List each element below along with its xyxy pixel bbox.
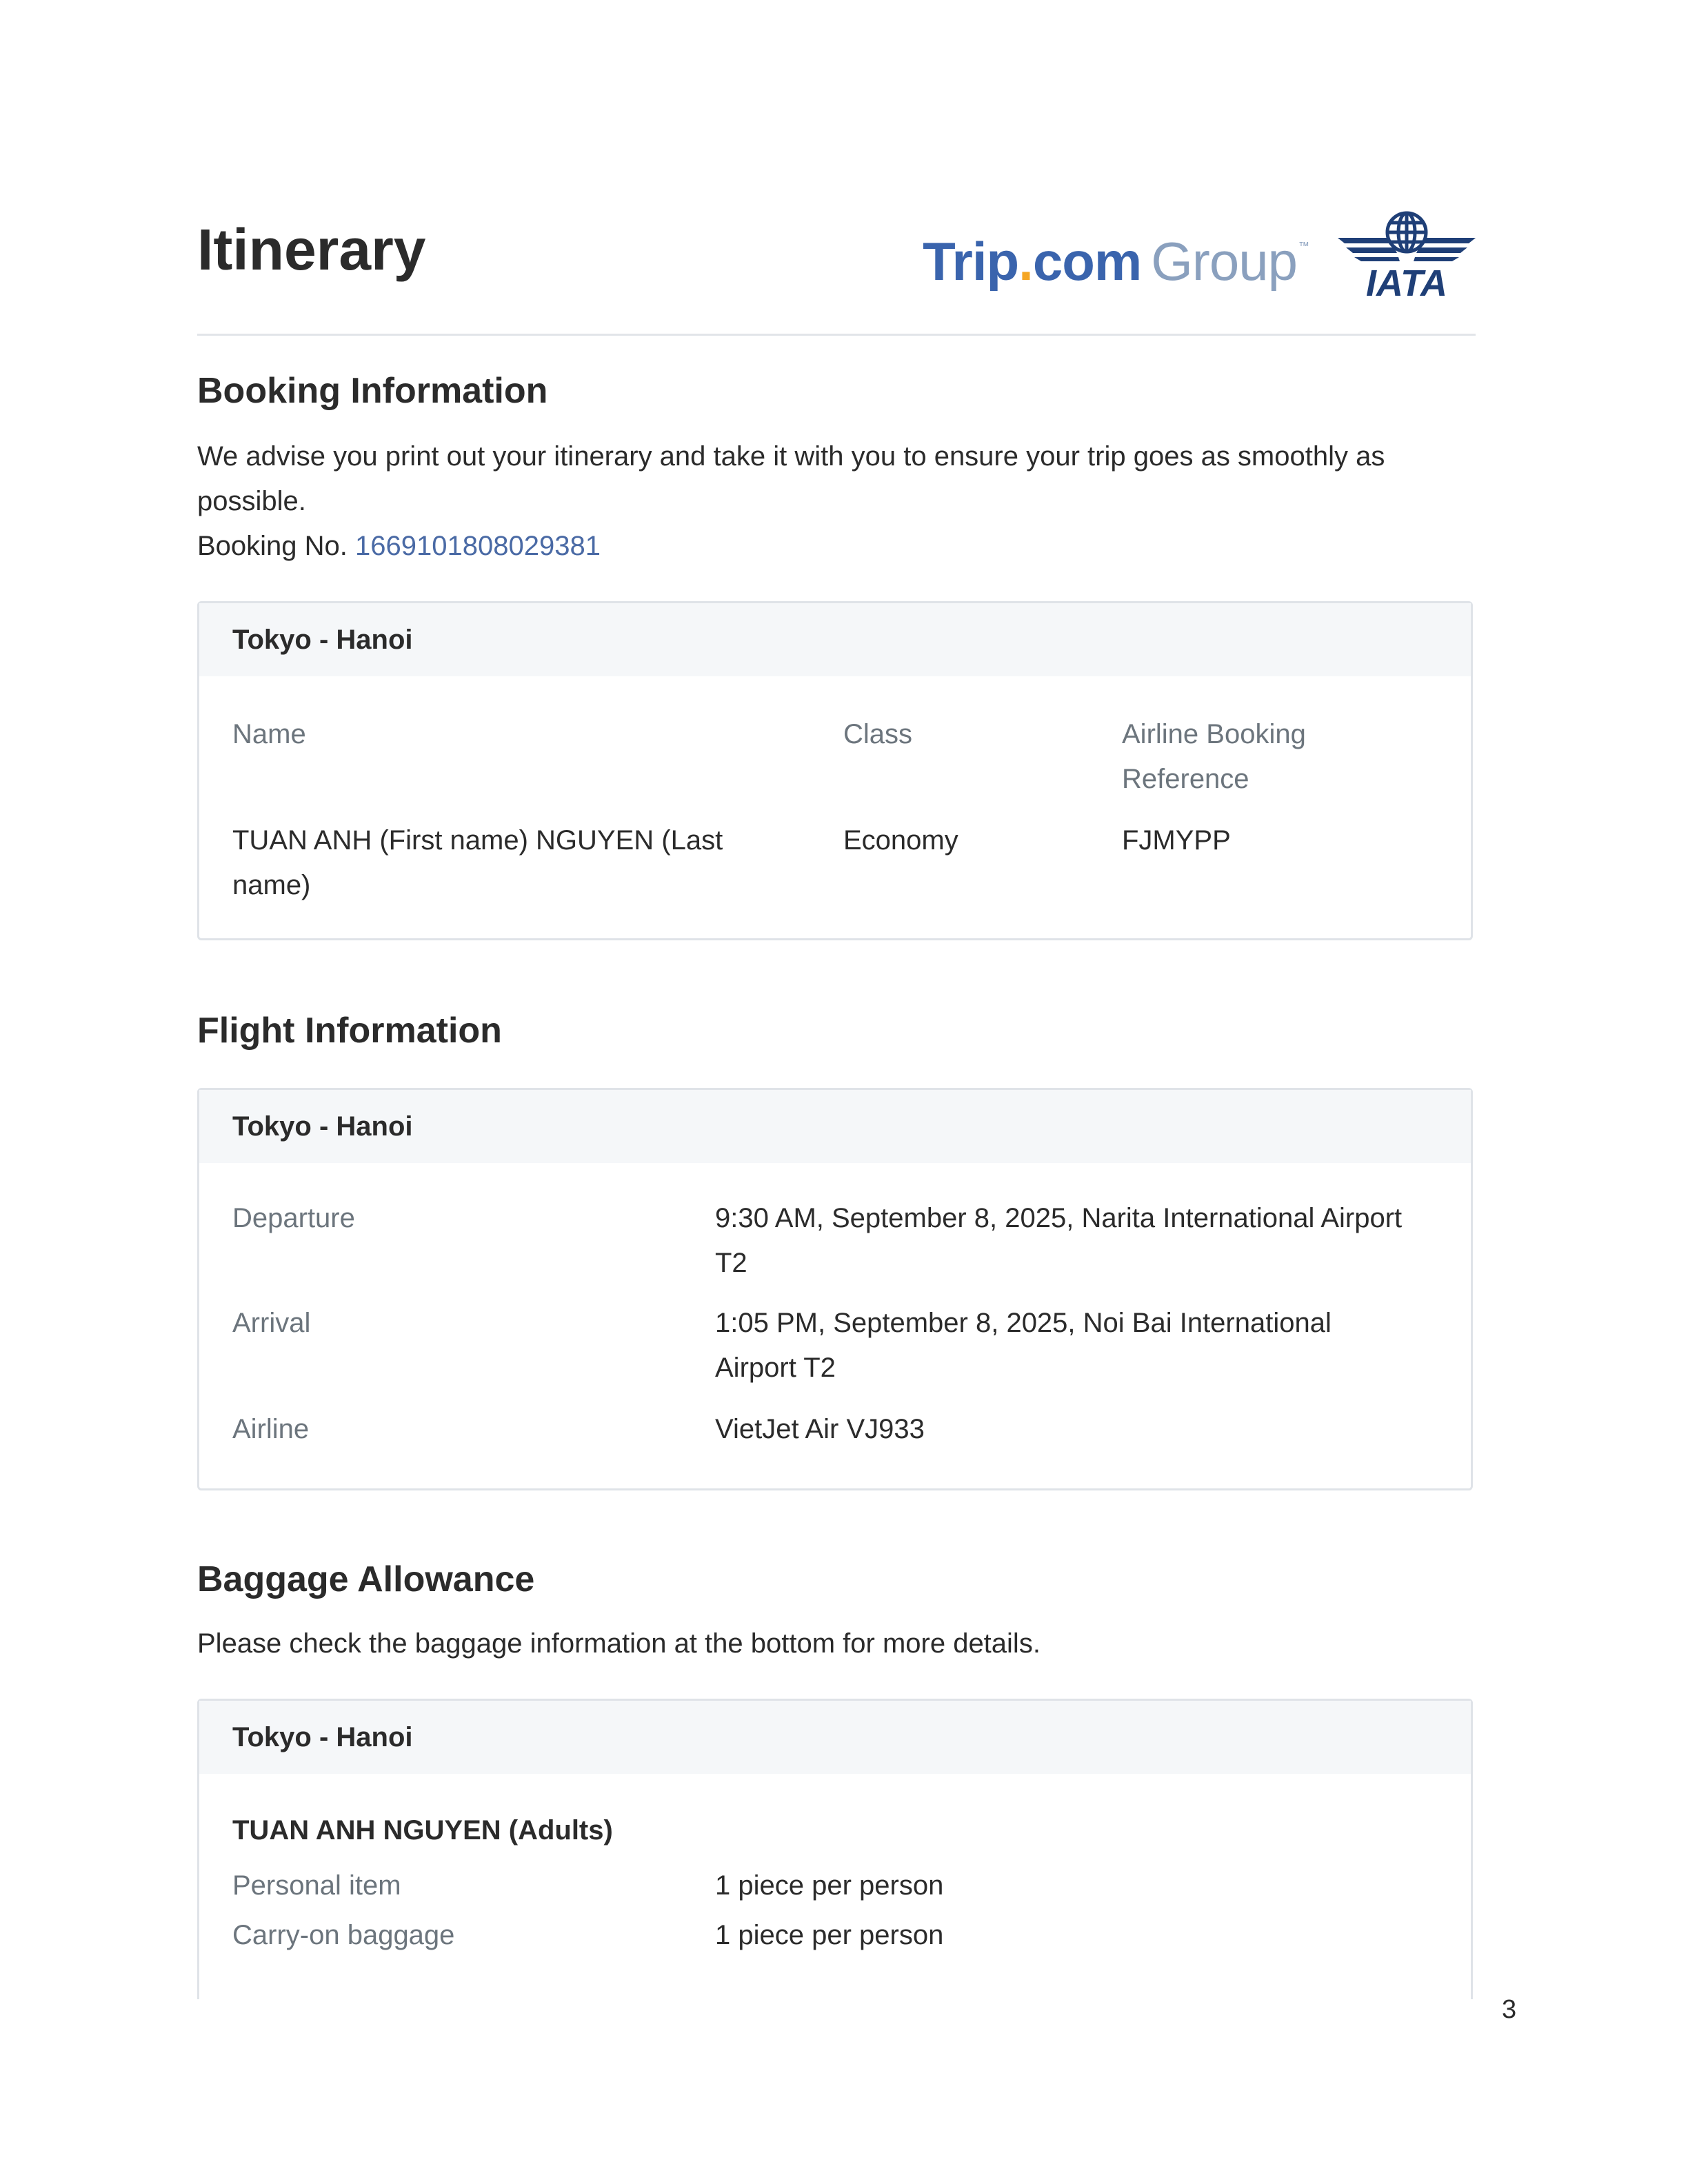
airline-value: VietJet Air VJ933 bbox=[715, 1414, 925, 1444]
departure-label: Departure bbox=[232, 1203, 355, 1233]
booking-card-route: Tokyo - Hanoi bbox=[199, 603, 1471, 676]
baggage-passenger: TUAN ANH NGUYEN (Adults) bbox=[232, 1815, 613, 1846]
page-header bbox=[197, 207, 1476, 303]
iata-logo-text: IATA bbox=[1366, 263, 1447, 300]
page-number: 3 bbox=[1502, 1995, 1517, 2024]
trip-logo-group: Group bbox=[1151, 231, 1297, 292]
logos bbox=[923, 207, 1476, 303]
booking-advice-text: We advise you print out your itinerary and take it with you to ensure your trip goes as smoothly as possible. bbox=[197, 441, 1385, 516]
baggage-card bbox=[197, 1699, 1473, 1999]
booking-number-label: Booking No. bbox=[197, 531, 348, 561]
carry-on-value: 1 piece per person bbox=[715, 1920, 944, 1950]
personal-item-value: 1 piece per person bbox=[715, 1870, 944, 1901]
passenger-name: TUAN ANH (First name) NGUYEN (Last name) bbox=[232, 825, 723, 900]
arrival-label: Arrival bbox=[232, 1308, 311, 1338]
airline-booking-reference: FJMYPP bbox=[1122, 825, 1231, 856]
baggage-card-route: Tokyo - Hanoi bbox=[199, 1701, 1471, 1774]
trip-logo-com: com bbox=[1032, 231, 1142, 292]
baggage-section-title: Baggage Allowance bbox=[197, 1559, 535, 1599]
flight-card bbox=[197, 1088, 1473, 1490]
trip-logo-tm: ™ bbox=[1298, 241, 1309, 252]
flight-section-title: Flight Information bbox=[197, 1011, 502, 1051]
baggage-note: Please check the baggage information at the bottom for more details. bbox=[197, 1628, 1041, 1659]
page-title: Itinerary bbox=[197, 217, 426, 282]
personal-item-label: Personal item bbox=[232, 1870, 401, 1901]
arrival-value: 1:05 PM, September 8, 2025, Noi Bai International Airport T2 bbox=[715, 1308, 1332, 1383]
departure-value: 9:30 AM, September 8, 2025, Narita International Airport T2 bbox=[715, 1203, 1403, 1278]
airline-label: Airline bbox=[232, 1414, 310, 1444]
trip-logo-dot: . bbox=[1018, 231, 1033, 292]
passenger-class: Economy bbox=[843, 825, 958, 856]
booking-col-reference: Airline Booking Reference bbox=[1122, 719, 1306, 794]
booking-col-class: Class bbox=[843, 719, 913, 749]
iata-logo-icon bbox=[1338, 210, 1476, 300]
booking-number-link[interactable]: 1669101808029381 bbox=[355, 531, 601, 561]
header-divider bbox=[197, 334, 1476, 336]
trip-logo-trip: Trip bbox=[923, 231, 1019, 292]
carry-on-label: Carry-on baggage bbox=[232, 1920, 455, 1950]
booking-number-line bbox=[197, 524, 1476, 569]
booking-card bbox=[197, 601, 1473, 940]
booking-section-title: Booking Information bbox=[197, 371, 548, 411]
trip-com-group-logo bbox=[923, 231, 1309, 292]
booking-col-name: Name bbox=[232, 719, 306, 749]
flight-card-route: Tokyo - Hanoi bbox=[199, 1090, 1471, 1163]
